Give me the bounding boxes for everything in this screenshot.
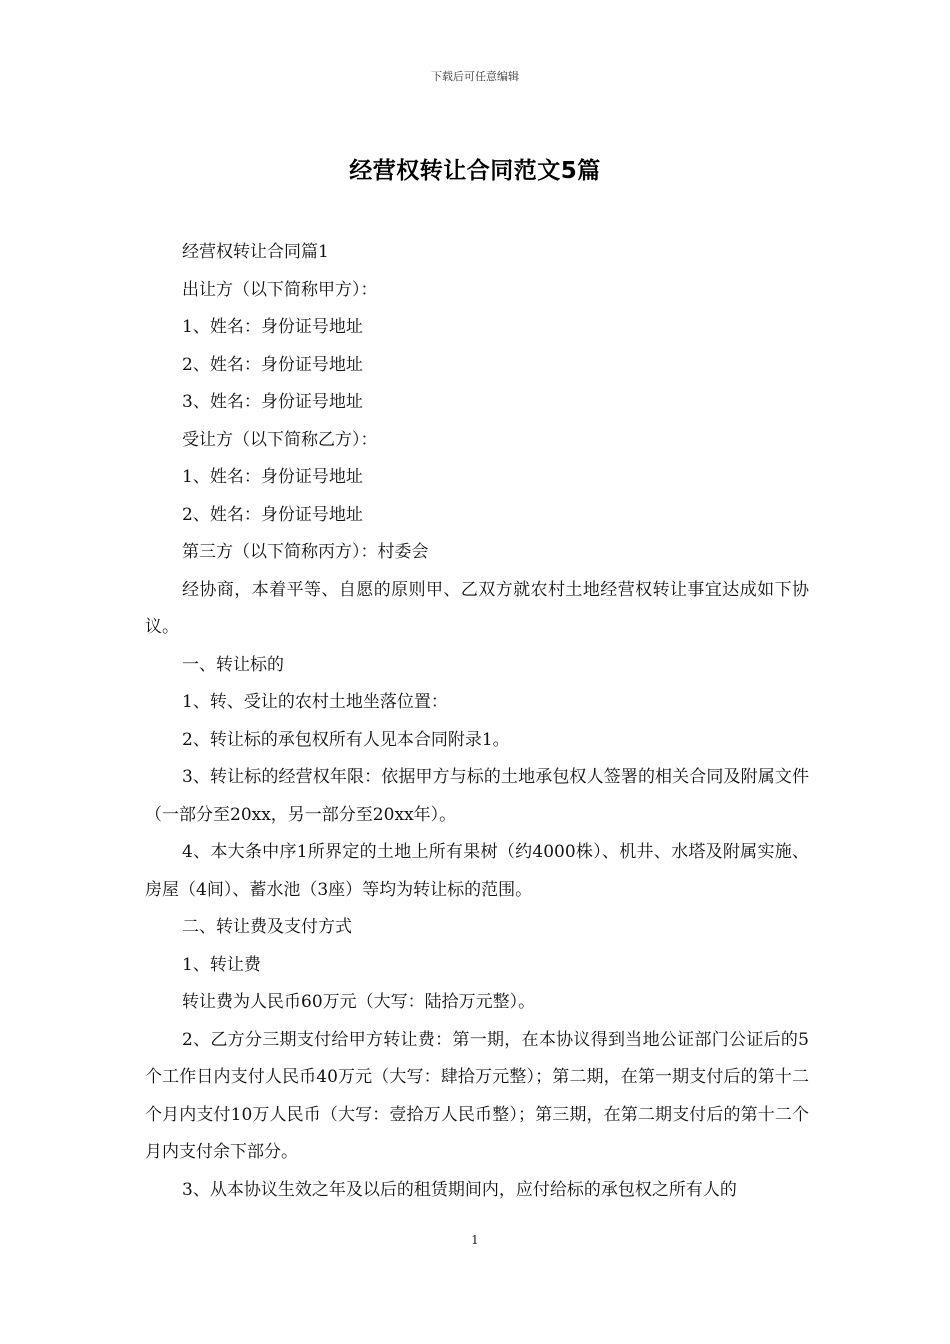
paragraph: 第三方（以下简称丙方）：村委会 <box>182 542 429 562</box>
page-number: 1 <box>471 1233 479 1247</box>
paragraph: 4、本大条中序1所界定的土地上所有果树（约4000株）、机井、水塔及附属实施、房屋（4间）、蓄水池（3座）等均为转让标的范围。 <box>145 842 809 900</box>
paragraph: 2、姓名：身份证号地址 <box>182 354 363 375</box>
paragraph: 2、乙方分三期支付给甲方转让费：第一期，在本协议得到当地公证部门公证后的5个工作日内支付人民币40万元（大写：肆拾万元整）；第二期，在第一期支付后的第十二个月内支付10万人民币（大写：壹拾万人民币整）；第三期，在第二期支付后的第十二个月内支付余下部分。 <box>145 1029 809 1162</box>
header-note: 下载后可任意编辑 <box>431 70 519 83</box>
paragraph: 3、姓名：身份证号地址 <box>182 392 363 412</box>
paragraph: 3、转让标的经营权年限：依据甲方与标的土地承包权人签署的相关合同及附属文件（一部分至20xx，另一部分至20xx年）。 <box>145 767 809 825</box>
paragraph: 1、转、受让的农村土地坐落位置： <box>182 692 448 712</box>
paragraph: 2、姓名：身份证号地址 <box>182 504 363 525</box>
paragraph: 2、转让标的承包权所有人见本合同附录1。 <box>182 729 510 750</box>
paragraph: 3、从本协议生效之年及以后的租赁期间内，应付给标的承包权之所有人的 <box>182 1179 737 1200</box>
section-heading: 一、转让标的 <box>182 654 284 675</box>
paragraph: 转让费为人民币60万元（大写：陆拾万元整）。 <box>182 992 536 1012</box>
paragraph: 1、姓名：身份证号地址 <box>182 467 363 487</box>
paragraph: 经营权转让合同篇1 <box>182 242 329 262</box>
document-body <box>145 234 809 1209</box>
paragraph: 出让方（以下简称甲方）： <box>182 279 378 300</box>
paragraph: 1、姓名：身份证号地址 <box>182 317 363 337</box>
document-title: 经营权转让合同范文5篇 <box>349 158 601 184</box>
paragraph: 1、转让费 <box>182 954 261 975</box>
paragraph: 受让方（以下简称乙方）： <box>182 429 378 450</box>
section-heading: 二、转让费及支付方式 <box>182 917 352 937</box>
paragraph: 经协商，本着平等、自愿的原则甲、乙双方就农村土地经营权转让事宜达成如下协议。 <box>145 579 809 637</box>
